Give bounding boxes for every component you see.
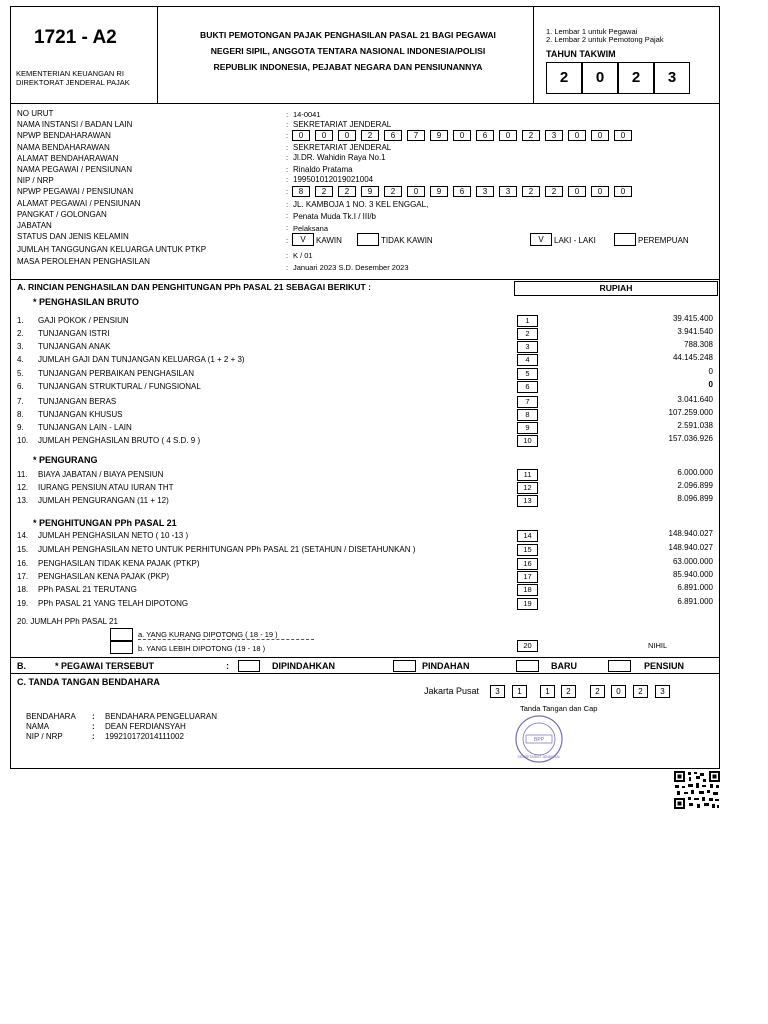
pph-title: * PENGHITUNGAN PPh PASAL 21 [33, 518, 177, 528]
npwp-digit: 3 [476, 186, 494, 197]
divider-section-b [10, 673, 720, 674]
stamp-center-text: BPP [533, 737, 545, 743]
item-value: 3.941.540 [677, 327, 713, 336]
masa-value: Januari 2023 S.D. Desember 2023 [293, 263, 409, 272]
place-label: Jakarta Pusat [424, 686, 480, 696]
colon: : [286, 131, 289, 140]
sign-caption: Tanda Tangan dan Cap [520, 704, 598, 713]
colon: : [286, 187, 289, 196]
label-status: STATUS DAN JENIS KELAMIN [17, 232, 129, 242]
item-20-label: 20. JUMLAH PPh PASAL 21 [17, 617, 118, 626]
item-label: TUNJANGAN KHUSUS [38, 410, 123, 419]
npwp-digit: 2 [522, 130, 540, 141]
rupiah-header: RUPIAH [514, 281, 718, 296]
perempuan-label: PEREMPUAN [638, 236, 689, 245]
nip-value: 199501012019021004 [293, 175, 374, 184]
item-label: IURANG PENSIUN ATAU IURAN THT [38, 483, 174, 492]
npwp-digit: 2 [384, 186, 402, 197]
year-digit: 2 [546, 62, 582, 94]
date-digit: 1 [540, 685, 555, 698]
colon: : [286, 110, 289, 119]
bruto-title: * PENGHASILAN BRUTO [33, 297, 139, 307]
perempuan-checkbox[interactable] [614, 233, 636, 246]
item-number: 14. [17, 531, 29, 540]
item-value: 44.145.248 [672, 353, 713, 362]
item-value: 63.000.000 [672, 557, 713, 566]
npwp-digit: 9 [430, 130, 448, 141]
pengurang-title: * PENGURANG [33, 455, 98, 465]
item-number: 5. [17, 369, 24, 378]
pegawai-tersebut-label: * PEGAWAI TERSEBUT [55, 661, 155, 671]
identity-labels [17, 109, 206, 268]
ministry-name: KEMENTERIAN KEUANGAN RI [16, 69, 124, 78]
item-box: 6 [517, 381, 538, 393]
lebih-dipotong-checkbox[interactable] [110, 641, 133, 654]
tidak-kawin-checkbox[interactable] [357, 233, 379, 246]
dipindahkan-label: DIPINDAHKAN [272, 661, 335, 671]
npwp-digit: 0 [315, 130, 333, 141]
directorate-name: DIREKTORAT JENDERAL PAJAK [16, 78, 130, 87]
npwp-digit: 2 [522, 186, 540, 197]
label-alamat-bendahara: ALAMAT BENDAHARAWAN [17, 153, 119, 163]
stamp-ring-text: SEKRETARIAT JENDERAL [517, 755, 561, 759]
item-20-value: NIHIL [648, 641, 668, 650]
divider-left-header [157, 6, 158, 103]
label-masa: MASA PEROLEHAN PENGHASILAN [17, 257, 150, 267]
nip-label: NIP / NRP [26, 732, 63, 741]
divider-right-header [533, 6, 534, 103]
item-number: 3. [17, 342, 24, 351]
label-nama-pegawai: NAMA PEGAWAI / PENSIUNAN [17, 164, 132, 174]
npwp-digit: 0 [591, 130, 609, 141]
item-value: 6.891.000 [677, 583, 713, 592]
label-jabatan: JABATAN [17, 220, 52, 230]
item-number: 18. [17, 585, 29, 594]
pensiun-label: PENSIUN [644, 661, 685, 671]
form-title-line3: REPUBLIK INDONESIA, PEJABAT NEGARA DAN PENSIUNANNYA [213, 62, 483, 72]
item-value: 0 [708, 380, 713, 389]
item-box: 8 [517, 409, 538, 421]
item-label: TUNJANGAN PERBAIKAN PENGHASILAN [38, 369, 195, 378]
dipindahkan-checkbox[interactable] [238, 660, 260, 672]
item-number: 4. [17, 355, 24, 364]
nama-pegawai-value: Rinaldo Pratama [293, 165, 353, 174]
year-digit: 0 [582, 62, 618, 94]
item-label: PPh PASAL 21 TERUTANG [38, 585, 137, 594]
item-label: GAJI POKOK / PENSIUN [38, 316, 129, 325]
npwp-digit: 6 [384, 130, 402, 141]
item-box: 13 [517, 495, 538, 507]
sep: : [92, 722, 95, 731]
item-box: 16 [517, 558, 538, 570]
item-box: 17 [517, 571, 538, 583]
item-value: 6.891.000 [677, 597, 713, 606]
item-number: 13. [17, 496, 29, 505]
form-title-line2: NEGERI SIPIL, ANGGOTA TENTARA NASIONAL INDONESIA/POLISI [210, 46, 486, 56]
item-box: 7 [517, 396, 538, 408]
npwp-digit: 0 [614, 186, 632, 197]
label-npwp-bendahara: NPWP BENDAHARAWAN [17, 131, 111, 141]
tahun-takwim-label: TAHUN TAKWIM [546, 49, 616, 59]
colon: : [286, 211, 289, 220]
nama-value: DEAN FERDIANSYAH [105, 722, 186, 731]
kawin-checkbox[interactable]: V [292, 233, 314, 246]
section-b-colon: : [226, 661, 229, 671]
divider-section-a [10, 657, 720, 658]
divider-header [10, 103, 720, 104]
npwp-digit: 9 [430, 186, 448, 197]
item-box: 2 [517, 328, 538, 340]
copy-note-2: 2. Lembar 2 untuk Pemotong Pajak [546, 35, 664, 44]
sep: : [92, 732, 95, 741]
nama-label: NAMA [26, 722, 50, 731]
item-number: 11. [17, 470, 28, 479]
qr-finder-bl-core [678, 802, 682, 806]
label-pangkat: PANGKAT / GOLONGAN [17, 209, 107, 219]
item-number: 2. [17, 329, 24, 338]
npwp-digit: 2 [315, 186, 333, 197]
label-instansi: NAMA INSTANSI / BADAN LAIN [17, 120, 133, 130]
item-label: TUNJANGAN STRUKTURAL / FUNGSIONAL [38, 382, 201, 391]
item-label: PENGHASILAN KENA PAJAK (PKP) [38, 572, 170, 581]
item-20a-label: a. YANG KURANG DIPOTONG ( 18 - 19 ) [138, 630, 278, 639]
npwp-digit: 3 [545, 130, 563, 141]
form-code: 1721 - A2 [34, 27, 117, 48]
year-digit: 2 [618, 62, 654, 94]
item-box: 3 [517, 341, 538, 353]
date-digit: 2 [633, 685, 648, 698]
item-value: 2.096.899 [677, 481, 713, 490]
date-digit: 3 [655, 685, 670, 698]
colon: : [286, 251, 289, 260]
item-value: 148.940.027 [668, 543, 713, 552]
item-box: 1 [517, 315, 538, 327]
label-alamat-pegawai: ALAMAT PEGAWAI / PENSIUNAN [17, 198, 141, 208]
nama-bendahara-value: SEKRETARIAT JENDERAL [293, 143, 392, 152]
label-npwp-pegawai: NPWP PEGAWAI / PENSIUNAN [17, 187, 134, 197]
form-title-line1: BUKTI PEMOTONGAN PAJAK PENGHASILAN PASAL 21 BAGI PEGAWAI [200, 30, 496, 40]
item-20a-rule [138, 639, 314, 640]
npwp-digit: 0 [407, 186, 425, 197]
qr-finder-tl-core [678, 775, 682, 779]
npwp-digit: 6 [453, 186, 471, 197]
label-tanggungan: JUMLAH TANGGUNGAN KELUARGA UNTUK PTKP [17, 245, 207, 255]
item-value: 8.096.899 [677, 494, 713, 503]
item-number: 7. [17, 397, 24, 406]
item-value: 107.259.000 [668, 408, 713, 417]
item-label: TUNJANGAN BERAS [38, 397, 117, 406]
npwp-digit: 0 [568, 130, 586, 141]
alamat-bendahara-value: Jl.DR. Wahidin Raya No.1 [293, 153, 386, 162]
bendahara-label: BENDAHARA [26, 712, 76, 721]
npwp-digit: 3 [499, 186, 517, 197]
pangkat-value: Penata Muda Tk.I / III/b [293, 212, 377, 221]
year-digit: 3 [654, 62, 690, 94]
item-number: 8. [17, 410, 24, 419]
npwp-bendahara-boxes [292, 130, 637, 141]
npwp-digit: 0 [614, 130, 632, 141]
item-label: TUNJANGAN ANAK [38, 342, 111, 351]
box-20: 20 [517, 640, 538, 652]
item-box: 14 [517, 530, 538, 542]
pindahan-checkbox[interactable] [393, 660, 416, 672]
item-label: TUNJANGAN ISTRI [38, 329, 110, 338]
tanggungan-value: K / 01 [293, 251, 313, 260]
item-label: TUNJANGAN LAIN - LAIN [38, 423, 132, 432]
jabatan-value: Pelaksana [293, 224, 329, 233]
form-title [170, 27, 526, 75]
alamat-pegawai-value: JL. KAMBOJA 1 NO. 3 KEL ENGGAL, [293, 200, 429, 209]
date-digit: 2 [561, 685, 576, 698]
section-a-title: A. RINCIAN PENGHASILAN DAN PENGHITUNGAN PPh PASAL 21 SEBAGAI BERIKUT : [17, 282, 371, 292]
qr-code [674, 771, 720, 809]
item-20b-label: b. YANG LEBIH DIPOTONG (19 - 18 ) [138, 644, 266, 653]
item-value: 148.940.027 [668, 529, 713, 538]
pindahan-label: PINDAHAN [422, 661, 470, 671]
npwp-digit: 0 [292, 130, 310, 141]
item-number: 19. [17, 599, 29, 608]
item-label: PENGHASILAN TIDAK KENA PAJAK (PTKP) [38, 559, 200, 568]
section-c-title: C. TANDA TANGAN BENDAHARA [17, 677, 160, 687]
sep: : [92, 712, 95, 721]
date-digit: 2 [590, 685, 605, 698]
item-label: JUMLAH PENGHASILAN NETO ( 10 -13 ) [38, 531, 189, 540]
item-value: 2.591.038 [677, 421, 713, 430]
pensiun-checkbox[interactable] [608, 660, 631, 672]
colon: : [286, 120, 289, 129]
label-nip: NIP / NRP [17, 176, 54, 186]
item-box: 15 [517, 544, 538, 556]
item-box: 4 [517, 354, 538, 366]
no-urut-value: 14-0041 [293, 110, 321, 119]
divider-identity [10, 279, 720, 280]
item-value: 3.041.640 [677, 395, 713, 404]
nip-value: 199210172014111002 [105, 732, 184, 741]
item-box: 10 [517, 435, 538, 447]
npwp-digit: 9 [361, 186, 379, 197]
npwp-digit: 2 [338, 186, 356, 197]
bendahara-value: BENDAHARA PENGELUARAN [105, 712, 218, 721]
npwp-digit: 0 [338, 130, 356, 141]
item-value: 6.000.000 [677, 468, 713, 477]
baru-checkbox[interactable] [516, 660, 539, 672]
official-stamp [514, 714, 564, 764]
item-number: 1. [17, 316, 24, 325]
copy-note-1: 1. Lembar 1 untuk Pegawai [546, 27, 638, 36]
item-label: JUMLAH PENGURANGAN (11 + 12) [38, 496, 169, 505]
item-label: JUMLAH GAJI DAN TUNJANGAN KELUARGA (1 + 2 + 3) [38, 355, 245, 364]
item-box: 18 [517, 584, 538, 596]
instansi-value: SEKRETARIAT JENDERAL [293, 120, 392, 129]
item-number: 16. [17, 559, 29, 568]
npwp-digit: 0 [499, 130, 517, 141]
item-number: 10. [17, 436, 29, 445]
item-box: 11 [517, 469, 538, 481]
label-nama-bendahara: NAMA BENDAHARAWAN [17, 142, 110, 152]
item-label: JUMLAH PENGHASILAN BRUTO ( 4 S.D. 9 ) [38, 436, 201, 445]
item-value: 788.308 [684, 340, 713, 349]
colon: : [286, 236, 289, 245]
label-no-urut: NO URUT [17, 109, 54, 118]
colon: : [286, 200, 289, 209]
npwp-digit: 7 [407, 130, 425, 141]
npwp-digit: 6 [476, 130, 494, 141]
colon: : [286, 223, 289, 232]
item-box: 9 [517, 422, 538, 434]
laki-laki-label: LAKI - LAKI [554, 236, 596, 245]
tidak-kawin-label: TIDAK KAWIN [381, 236, 433, 245]
baru-label: BARU [551, 661, 577, 671]
item-value: 85.940.000 [672, 570, 713, 579]
section-b-label: B. [17, 661, 26, 671]
item-number: 9. [17, 423, 24, 432]
kawin-label: KAWIN [316, 236, 342, 245]
npwp-pegawai-boxes [292, 186, 637, 197]
colon: : [286, 263, 289, 272]
colon: : [286, 165, 289, 174]
colon: : [286, 175, 289, 184]
npwp-digit: 0 [568, 186, 586, 197]
npwp-digit: 2 [361, 130, 379, 141]
item-number: 15. [17, 545, 29, 554]
item-value: 157.036.926 [668, 434, 713, 443]
npwp-digit: 0 [453, 130, 471, 141]
npwp-digit: 0 [591, 186, 609, 197]
date-digit: 3 [490, 685, 505, 698]
item-number: 6. [17, 382, 24, 391]
item-box: 12 [517, 482, 538, 494]
colon: : [286, 153, 289, 162]
kurang-dipotong-checkbox[interactable] [110, 628, 133, 641]
item-label: BIAYA JABATAN / BIAYA PENSIUN [38, 470, 164, 479]
colon: : [286, 143, 289, 152]
qr-finder-tr-core [713, 775, 717, 779]
npwp-digit: 8 [292, 186, 310, 197]
item-number: 17. [17, 572, 29, 581]
item-box: 19 [517, 598, 538, 610]
npwp-digit: 2 [545, 186, 563, 197]
date-digit: 0 [611, 685, 626, 698]
item-number: 12. [17, 483, 29, 492]
item-box: 5 [517, 368, 538, 380]
item-value: 39.415.400 [672, 314, 713, 323]
item-label: JUMLAH PENGHASILAN NETO UNTUK PERHITUNGAN PPh PASAL 21 (SETAHUN / DISETAHUNKAN ) [38, 545, 416, 554]
date-digit: 1 [512, 685, 527, 698]
item-label: PPh PASAL 21 YANG TELAH DIPOTONG [38, 599, 189, 608]
laki-laki-checkbox[interactable]: V [530, 233, 552, 246]
item-value: 0 [708, 367, 713, 376]
